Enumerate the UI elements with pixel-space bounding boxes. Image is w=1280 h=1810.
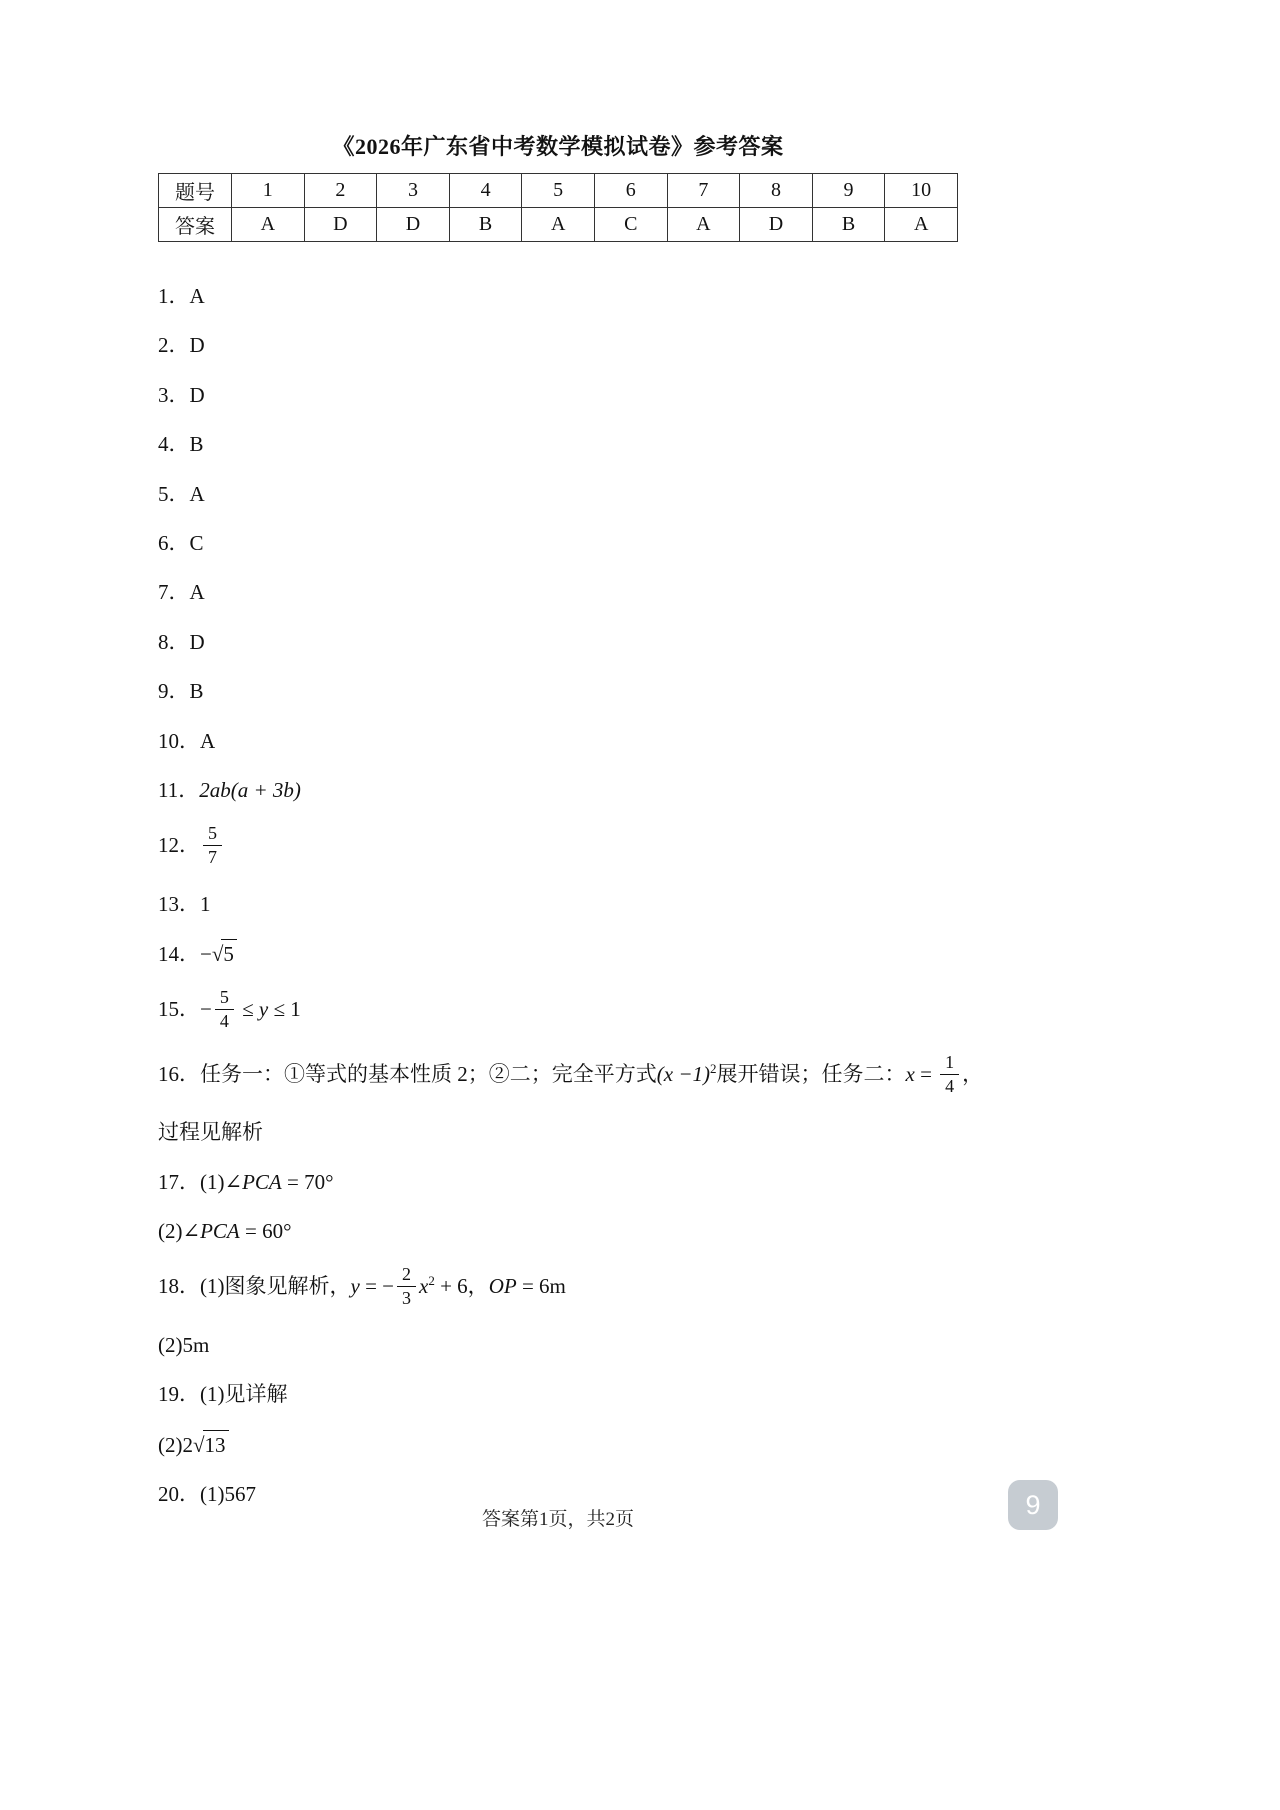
math-segment: (x −1): [656, 1061, 710, 1086]
answer-19-part2: [158, 1430, 958, 1460]
text-segment: 16．任务一：①等式的基本性质 2；②二；完全平方式: [158, 1061, 657, 1086]
answer-5: [158, 480, 958, 509]
answer-18-part2: [158, 1331, 958, 1360]
answer-16-continued: [158, 1118, 958, 1147]
radicand: 5: [221, 939, 237, 969]
answer-3: [158, 381, 958, 410]
page-number-badge: 9: [1008, 1480, 1058, 1530]
fraction: [397, 1264, 416, 1308]
answer-2: [158, 331, 958, 360]
text-segment: 7．A: [158, 580, 205, 605]
text-segment: 20．(1)567: [158, 1481, 256, 1506]
question-number-cell: 2: [304, 174, 377, 208]
answer-6: [158, 529, 958, 558]
text-segment: 4．B: [158, 432, 204, 457]
question-number-cell: 3: [377, 174, 450, 208]
question-number-cell: 8: [740, 174, 813, 208]
text-segment: 12．: [158, 833, 200, 858]
question-number-cell: 7: [667, 174, 740, 208]
text-segment: = −: [359, 1274, 395, 1299]
text-segment: (2)5m: [158, 1332, 210, 1357]
answer-lines: [158, 282, 984, 1509]
radical-icon: √: [193, 1432, 205, 1457]
question-number-cell: 10: [885, 174, 958, 208]
text-segment: (2)2: [158, 1432, 193, 1457]
text-segment: 15．−: [158, 997, 212, 1022]
text-segment: ≤: [236, 997, 259, 1022]
text-segment: 5．A: [158, 481, 205, 506]
text-segment: 展开错误；任务二：: [716, 1061, 906, 1086]
answer-7: [158, 578, 958, 607]
radical-icon: √: [211, 942, 224, 967]
answer-10: [158, 727, 958, 756]
page-footer: 答案第1页，共2页: [481, 1509, 634, 1530]
radicand: 13: [203, 1430, 229, 1460]
superscript: 2: [428, 1273, 435, 1289]
text-segment: 9．B: [158, 679, 204, 704]
sqrt-expression: [193, 1430, 229, 1460]
answer-12: [158, 825, 958, 869]
answer-letter-cell: D: [740, 208, 813, 242]
fraction-denominator: 4: [219, 1011, 229, 1032]
question-number-row-label: 题号: [159, 174, 232, 208]
text-segment: 3．D: [158, 382, 205, 407]
fraction-numerator: 5: [215, 987, 234, 1010]
text-segment: 6．C: [158, 530, 204, 555]
math-segment: 2ab: [199, 777, 231, 802]
text-segment: (2): [158, 1218, 183, 1243]
question-number-cell: 9: [812, 174, 885, 208]
answer-sheet-content: [158, 130, 984, 1529]
answer-14: [158, 939, 958, 969]
answer-table: [158, 173, 958, 242]
answer-letter-cell: A: [667, 208, 740, 242]
text-segment: 10．A: [158, 728, 216, 753]
text-segment: = 60°: [239, 1218, 292, 1243]
question-number-row: [159, 174, 958, 208]
math-segment: ∠PCA: [224, 1169, 282, 1194]
answer-letter-row: [159, 208, 958, 242]
answer-letter-cell: A: [232, 208, 305, 242]
fraction: [215, 987, 234, 1031]
question-number-cell: 4: [449, 174, 522, 208]
text-segment: 过程见解析: [158, 1120, 263, 1145]
answer-letter-cell: D: [304, 208, 377, 242]
fraction-denominator: 3: [402, 1288, 412, 1309]
text-segment: 18．(1)图象见解析，: [158, 1274, 351, 1299]
answer-letter-row-label: 答案: [159, 208, 232, 242]
text-segment: 8．D: [158, 629, 205, 654]
answer-9: [158, 677, 958, 706]
math-segment: OP: [488, 1274, 517, 1299]
text-segment: ≤ 1: [268, 997, 301, 1022]
answer-16: [158, 1051, 984, 1098]
fraction-numerator: 5: [203, 823, 222, 846]
math-segment: x: [905, 1061, 915, 1086]
text-segment: = 70°: [281, 1169, 334, 1194]
page-title: 《2026年广东省中考数学模拟试卷》参考答案: [332, 134, 784, 159]
text-segment: 14．−: [158, 942, 212, 967]
answer-1: [158, 282, 958, 311]
text-segment: 13．1: [158, 891, 211, 916]
answer-4: [158, 430, 958, 459]
math-segment: y: [258, 997, 269, 1022]
text-segment: + 6，: [434, 1274, 489, 1299]
math-segment: y: [350, 1274, 360, 1299]
fraction-denominator: 4: [945, 1075, 955, 1096]
answer-13: [158, 890, 958, 919]
question-number-cell: 6: [594, 174, 667, 208]
math-segment: (a + 3b): [230, 777, 301, 802]
text-segment: 11．: [158, 777, 200, 802]
answer-letter-cell: A: [885, 208, 958, 242]
text-segment: ，: [962, 1061, 984, 1086]
question-number-cell: 5: [522, 174, 595, 208]
answer-letter-cell: B: [449, 208, 522, 242]
sqrt-expression: [212, 939, 237, 969]
fraction: [203, 823, 222, 867]
answer-letter-cell: B: [812, 208, 885, 242]
text-segment: 19．(1)见详解: [158, 1382, 288, 1407]
answer-18-part1: [158, 1266, 958, 1310]
answer-letter-cell: C: [594, 208, 667, 242]
text-segment: 2．D: [158, 333, 205, 358]
question-number-cell: 1: [232, 174, 305, 208]
superscript: 2: [709, 1060, 717, 1076]
answer-17-part2: [158, 1217, 958, 1246]
answer-15: [158, 989, 958, 1033]
answer-8: [158, 628, 958, 657]
answer-letter-cell: A: [522, 208, 595, 242]
fraction-numerator: 1: [940, 1052, 959, 1075]
fraction-denominator: 7: [208, 846, 217, 867]
math-segment: x: [419, 1274, 429, 1299]
answer-17-part1: [158, 1168, 958, 1197]
text-segment: 17．(1): [158, 1169, 225, 1194]
answer-11: [158, 776, 958, 805]
fraction-numerator: 2: [397, 1264, 416, 1287]
answer-letter-cell: D: [377, 208, 450, 242]
fraction: [940, 1052, 959, 1096]
math-segment: ∠PCA: [182, 1218, 240, 1243]
answer-19-part1: [158, 1380, 958, 1409]
text-segment: = 6m: [516, 1274, 566, 1299]
text-segment: 1．A: [158, 284, 205, 308]
text-segment: =: [914, 1061, 938, 1086]
